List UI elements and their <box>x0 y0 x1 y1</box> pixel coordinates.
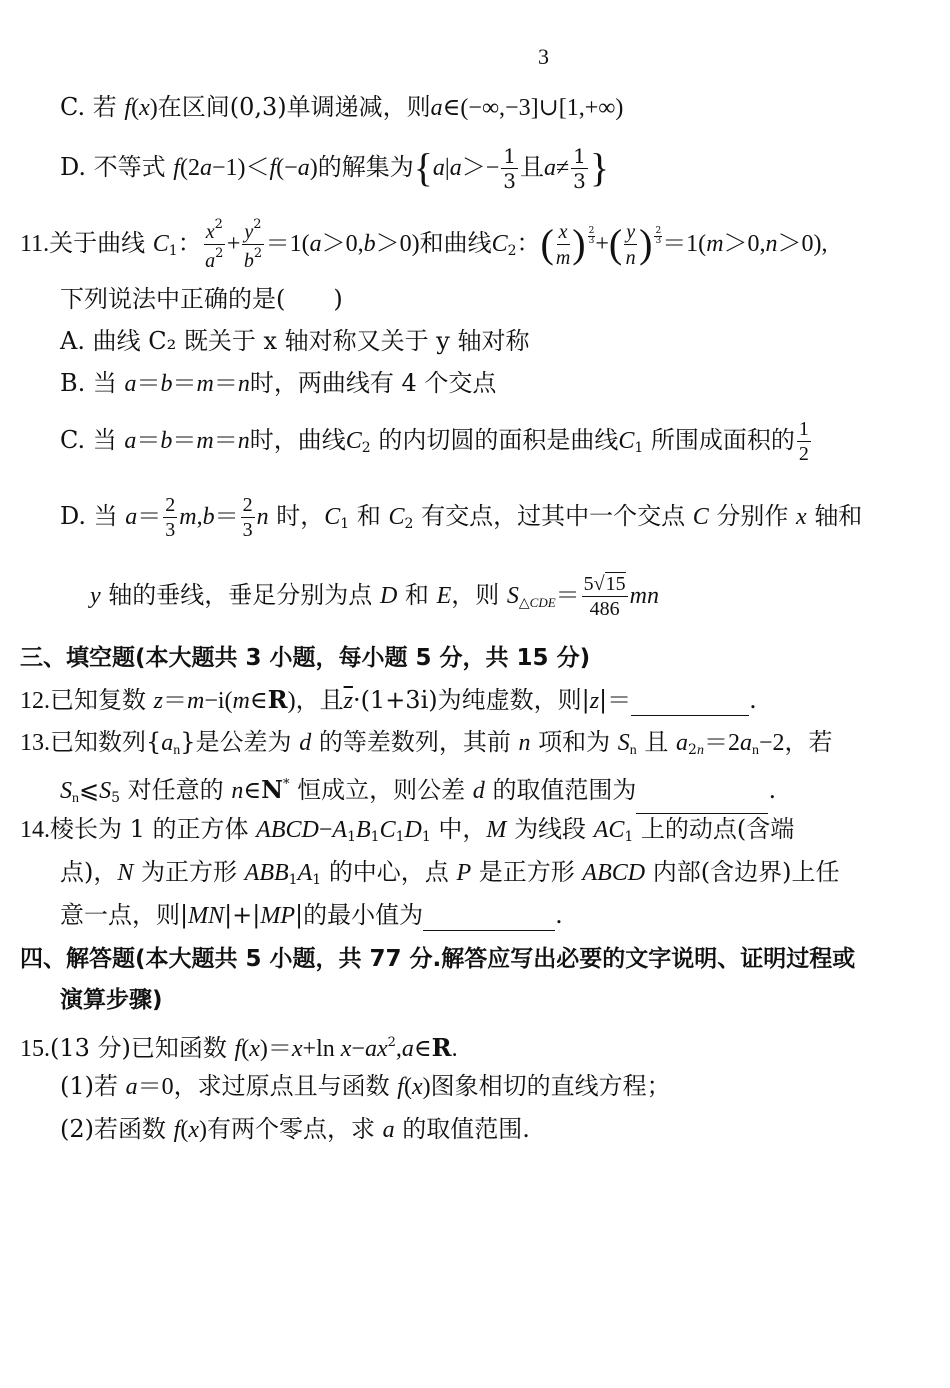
option-label: C. <box>60 426 86 454</box>
denominator: 2 <box>798 443 809 465</box>
q15-part1: (1)若 a＝0，求过原点且与函数 f(x)图象相切的直线方程； <box>60 1072 671 1100</box>
text: |＝ <box>599 686 632 714</box>
text: 和 <box>404 581 429 609</box>
section-title: 演算步骤) <box>60 987 163 1013</box>
answer-blank[interactable] <box>631 689 749 716</box>
text: 轴的垂线，垂足分别为点 <box>108 581 373 609</box>
text: 下列说法中正确的是( ) <box>60 285 343 313</box>
text: 且 <box>520 153 544 181</box>
numerator-radicand: 15 <box>605 573 626 595</box>
denominator: 3 <box>573 169 586 193</box>
numerator: 1 <box>798 418 809 440</box>
text: 为正方形 <box>141 858 238 886</box>
q13: 13.已知数列$\{a_n\}$是公差为 d 的等差数列，其前 n 项和为 $S_n$ 且 $a_{2n}=2a_n-2$，若 <box>20 728 833 758</box>
text: 不等式 <box>93 153 166 181</box>
q11-option-d-line2: y 轴的垂线，垂足分别为点 D 和 E，则 $S_{\triangle CDE}=$ $\frac{5√15}{486}$ mn <box>90 573 659 620</box>
text: 若函数 <box>94 1115 166 1143</box>
text: 中， <box>438 815 487 843</box>
text: 棱长为 1 的正方体 <box>50 815 249 843</box>
section-title: 三、填空题(本大题共 3 小题，每小题 5 分，共 15 分) <box>20 645 591 671</box>
q13-line2: $S_n⩽S_5$ 对任意的 n∈N* 恒成立，则公差 d 的取值范围为 . <box>60 770 776 814</box>
q14: 14.棱长为 1 的正方体 $ABCD-A_1B_1C_1D_1$ 中，M 为线段 $AC_1$ 上的动点(含端 <box>20 815 795 845</box>
option-label: D. <box>60 502 87 530</box>
text: 是正方形 <box>478 858 575 886</box>
text: 分别作 <box>716 502 789 530</box>
text: 时，两曲线有 4 个交点 <box>249 369 497 397</box>
text: 当 <box>92 426 117 454</box>
numerator-coef: 5 <box>583 573 594 595</box>
text: . <box>768 776 777 804</box>
q11-option-c: C. 当 a＝b＝m＝n时，曲线$C_2$ 的内切圆的面积是曲线$C_1$ 所围成面积的 $\frac{1}{2}$ <box>60 418 809 465</box>
text: 若 <box>94 1072 118 1100</box>
text: 为线段 <box>514 815 587 843</box>
q15-part2: (2)若函数 f(x)有两个零点，求 a 的取值范围. <box>60 1115 530 1143</box>
text: ∈(−∞,−3]∪[1,+∞) <box>442 95 624 121</box>
fraction <box>501 146 518 191</box>
answer-blank[interactable] <box>423 904 555 931</box>
text: 和曲线 <box>419 229 492 257</box>
section-4-heading <box>20 944 855 974</box>
q10-option-d: D. 不等式 f(2a−1)＜f(−a)的解集为{a|a＞− $\frac{1}{3}$ 且a≠ $\frac{1}{3}$ } <box>60 144 610 193</box>
text: 项和为 <box>538 728 611 756</box>
question-number: 12. <box>20 688 50 714</box>
text: 轴和 <box>814 502 863 530</box>
text: 且 <box>644 728 669 756</box>
text: 时，曲线 <box>249 426 346 454</box>
denominator: 486 <box>589 598 620 620</box>
question-number: 13. <box>20 730 50 756</box>
text: ，且 <box>295 686 344 714</box>
denominator: 3 <box>503 169 516 193</box>
text: 时， <box>276 502 325 530</box>
section-title: 四、解答题(本大题共 5 小题，共 77 分.解答应写出必要的文字说明、证明过程或 <box>20 946 856 972</box>
text: }是公差为 <box>180 728 292 756</box>
q10-option-c: C. 若 f(x)在区间(0,3)单调递减，则a∈(−∞,−3]∪[1,+∞) <box>60 93 624 121</box>
text: 的取值范围. <box>402 1115 530 1143</box>
option-label: C. <box>60 93 86 121</box>
text: 点)， <box>60 858 118 886</box>
q12: 12.已知复数 z＝m−i(m∈R)，且$\overline{z}\cdot(1+3i)$为纯虚数，则|z|＝ . <box>20 685 757 714</box>
question-number: 11. <box>20 231 50 257</box>
text: 已知数列{ <box>50 728 162 756</box>
part-label: (2) <box>60 1115 94 1143</box>
option-label: D. <box>60 153 87 181</box>
q11-option-b: B. 当 a＝b＝m＝n时，两曲线有 4 个交点 <box>60 369 497 397</box>
text: 若 <box>92 93 117 121</box>
text: 的内切圆的面积是曲线 <box>378 426 619 454</box>
text: 已知复数 <box>50 686 146 714</box>
text: ，若 <box>784 728 833 756</box>
numerator: 1 <box>503 144 516 168</box>
q14-line2: 点)，N 为正方形 $ABB_1A_1$ 的中心，点 P 是正方形 ABCD 内部(含边界)上任 <box>60 858 840 888</box>
math: f <box>124 95 132 121</box>
text: |的最小值为 <box>295 901 424 929</box>
q11-stem: 11.关于曲线 $C_1$： $\frac{x^2}{a^2}$ + $\frac{y^2}{b^2}$ ＝1(a＞0,b＞0)和曲线$C_2$：( $\frac{x}{m}$ ) $\frac{2}{3}$ +( $\frac{y}{n}$ ) $\frac{2}{3}$ ＝1(m＞0,n＞0), <box>20 217 828 272</box>
text: 当 <box>93 502 118 530</box>
text: 的取值范围为 <box>492 776 637 804</box>
text: . <box>749 686 757 714</box>
text: 已知函数 <box>130 1034 227 1062</box>
text: 有两个零点，求 <box>206 1115 375 1143</box>
top-residue <box>538 42 549 72</box>
fraction <box>571 146 588 191</box>
text: 当 <box>92 369 117 397</box>
section-3-heading <box>20 643 590 673</box>
text: 关于曲线 <box>49 229 146 257</box>
question-number: 14. <box>20 817 50 843</box>
text: ，则 <box>451 581 500 609</box>
text: 内部(含边界)上任 <box>652 858 840 886</box>
text: |+| <box>224 901 261 929</box>
section-4-heading-line2 <box>60 985 163 1015</box>
text: 图象相切的直线方程； <box>430 1072 671 1100</box>
text: . <box>555 901 563 929</box>
score: (13 分) <box>50 1034 131 1062</box>
q11-option-a <box>60 326 529 356</box>
q14-line3: 意一点，则|MN|+|MP|的最小值为 . <box>60 901 563 929</box>
text: 曲线 C₂ 既关于 x 轴对称又关于 y 轴对称 <box>92 327 530 355</box>
part-label: (1) <box>60 1072 94 1100</box>
residue-digit: 3 <box>538 44 549 69</box>
text: 对任意的 <box>127 776 224 804</box>
text: 意一点，则| <box>60 901 189 929</box>
text: 的等差数列，其前 <box>318 728 511 756</box>
q15: 15.(13 分)已知函数 f(x)＝x+ln $x-ax^2,a\in R$. <box>20 1033 458 1062</box>
text: ，求过原点且与函数 <box>173 1072 390 1100</box>
option-label: A. <box>60 327 85 355</box>
text: 在区间(0,3)单调递减，则 <box>157 93 431 121</box>
numerator: 1 <box>573 144 586 168</box>
text: 所围成面积的 <box>650 426 795 454</box>
text: 的解集为 <box>317 153 414 181</box>
text: 恒成立，则公差 <box>297 776 466 804</box>
q11-stem-line2 <box>60 284 343 314</box>
answer-blank[interactable] <box>636 787 768 814</box>
text: 上的动点(含端 <box>640 815 795 843</box>
text: 有交点，过其中一个交点 <box>421 502 686 530</box>
q11-option-d: D. 当 a＝ $\frac{2}{3}$ m,b＝ $\frac{2}{3}$ n 时，$C_1$ 和 $C_2$ 有交点，过其中一个交点 C 分别作 x 轴和 <box>60 494 863 541</box>
text: ·(1+3i)为纯虚数，则| <box>352 686 590 714</box>
question-number: 15. <box>20 1036 50 1062</box>
text: 和 <box>356 502 381 530</box>
text: 的中心，点 <box>328 858 449 886</box>
option-label: B. <box>60 369 86 397</box>
